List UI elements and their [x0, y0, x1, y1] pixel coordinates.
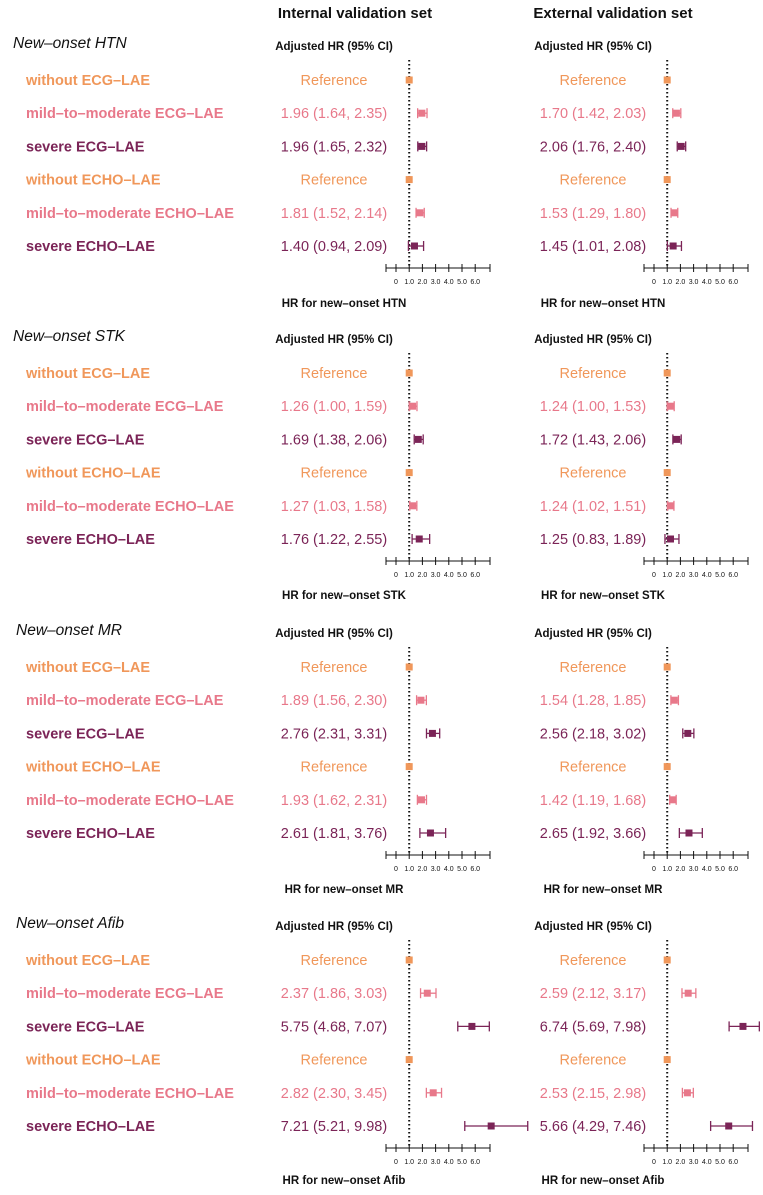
- external-hr-point: [739, 1023, 746, 1030]
- external-hr-point: [664, 176, 671, 183]
- internal-hr-text: 5.75 (4.68, 7.07): [280, 1019, 388, 1036]
- external-x-tick-label: 6.0: [728, 572, 739, 579]
- external-x-axis-label: HR for new–onset STK: [541, 590, 665, 602]
- internal-adjusted-hr-header: Adjusted HR (95% CI): [275, 41, 393, 53]
- external-hr-point: [664, 1056, 671, 1063]
- external-hr-point: [684, 730, 691, 737]
- panel-title: New–onset Afib: [16, 915, 124, 932]
- external-x-tick-label: 3.0: [688, 1159, 699, 1166]
- external-hr-point: [667, 536, 674, 543]
- internal-x-axis-label: HR for new–onset MR: [284, 884, 404, 896]
- external-hr-text: 2.65 (1.92, 3.66): [539, 826, 647, 842]
- internal-hr-point: [417, 697, 424, 704]
- external-hr-point: [685, 990, 692, 997]
- row-label: without ECG–LAE: [26, 660, 151, 676]
- internal-hr-text: 1.40 (0.94, 2.09): [280, 239, 388, 255]
- row-label: mild–to–moderate ECG–LAE: [26, 399, 224, 416]
- internal-hr-point: [429, 730, 436, 737]
- internal-hr-point: [406, 664, 413, 671]
- external-hr-text: Reference: [559, 366, 627, 382]
- internal-x-tick-label: 5.0: [457, 572, 467, 579]
- external-hr-point: [685, 830, 692, 837]
- internal-x-tick-label: 0: [394, 279, 398, 286]
- internal-hr-text: 1.96 (1.65, 2.32): [280, 139, 388, 156]
- external-x-tick-label: 2.0: [675, 279, 686, 286]
- external-hr-text: 1.24 (1.02, 1.51): [539, 498, 647, 515]
- external-hr-point: [664, 664, 671, 671]
- panel-4: [16, 915, 759, 1187]
- row-label: mild–to–moderate ECHO–LAE: [26, 1085, 234, 1102]
- internal-hr-point: [418, 110, 425, 117]
- row-label: severe ECHO–LAE: [26, 1119, 155, 1135]
- external-x-tick-label: 5.0: [715, 1159, 725, 1166]
- external-adjusted-hr-header: Adjusted HR (95% CI): [534, 921, 652, 933]
- external-hr-text: 2.56 (2.18, 3.02): [539, 726, 647, 743]
- external-hr-text: Reference: [559, 660, 627, 676]
- external-hr-point: [664, 469, 671, 476]
- row-label: severe ECG–LAE: [26, 139, 145, 156]
- internal-hr-text: 1.69 (1.38, 2.06): [280, 432, 388, 449]
- external-hr-text: 2.59 (2.12, 3.17): [539, 986, 647, 1003]
- external-hr-point: [664, 763, 671, 770]
- internal-hr-text: Reference: [300, 366, 368, 382]
- internal-x-axis-label: HR for new–onset Afib: [282, 1175, 406, 1187]
- internal-x-tick-label: 6.0: [470, 866, 481, 873]
- external-hr-text: Reference: [559, 953, 627, 969]
- external-x-tick-label: 3.0: [688, 866, 699, 873]
- internal-x-tick-label: 4.0: [443, 1159, 454, 1166]
- internal-hr-point: [406, 1056, 413, 1063]
- internal-x-tick-label: 4.0: [443, 572, 454, 579]
- internal-x-tick-label: 3.0: [430, 866, 441, 873]
- external-hr-point: [664, 957, 671, 964]
- external-x-tick-label: 5.0: [715, 279, 725, 286]
- external-hr-text: 6.74 (5.69, 7.98): [539, 1019, 647, 1036]
- internal-hr-text: 1.76 (1.22, 2.55): [280, 532, 388, 548]
- internal-hr-text: 2.76 (2.31, 3.31): [280, 726, 388, 743]
- internal-x-tick-label: 4.0: [443, 866, 454, 873]
- internal-hr-point: [427, 830, 434, 837]
- row-label: without ECHO–LAE: [26, 172, 161, 189]
- internal-x-tick-label: 3.0: [430, 279, 441, 286]
- row-label: severe ECG–LAE: [26, 1019, 145, 1036]
- external-x-tick-label: 2.0: [675, 572, 686, 579]
- internal-adjusted-hr-header: Adjusted HR (95% CI): [275, 334, 393, 346]
- external-hr-text: 1.42 (1.19, 1.68): [539, 792, 647, 809]
- external-hr-text: 2.53 (2.15, 2.98): [539, 1085, 647, 1102]
- internal-x-tick-label: 6.0: [470, 572, 481, 579]
- row-label: mild–to–moderate ECG–LAE: [26, 106, 224, 123]
- internal-x-tick-label: 0: [394, 866, 398, 873]
- internal-hr-point: [418, 796, 425, 803]
- external-x-tick-label: 4.0: [701, 279, 712, 286]
- row-label: without ECHO–LAE: [26, 465, 161, 482]
- panel-title: New–onset STK: [13, 328, 125, 345]
- external-x-axis-label: HR for new–onset Afib: [541, 1175, 665, 1187]
- internal-x-tick-label: 2.0: [417, 279, 428, 286]
- external-hr-text: Reference: [559, 465, 627, 482]
- internal-hr-point: [415, 436, 422, 443]
- internal-hr-point: [409, 403, 416, 410]
- external-hr-text: 1.25 (0.83, 1.89): [539, 532, 647, 548]
- panel-title: New–onset MR: [16, 622, 122, 639]
- internal-x-tick-label: 5.0: [457, 279, 467, 286]
- internal-hr-point: [488, 1123, 495, 1130]
- row-label: severe ECG–LAE: [26, 432, 145, 449]
- row-label: mild–to–moderate ECHO–LAE: [26, 205, 234, 222]
- row-label: severe ECHO–LAE: [26, 532, 155, 548]
- internal-hr-point: [430, 1089, 437, 1096]
- internal-x-tick-label: 0: [394, 572, 398, 579]
- external-hr-point: [667, 502, 674, 509]
- panel-2: [13, 328, 748, 602]
- row-label: severe ECHO–LAE: [26, 826, 155, 842]
- row-label: without ECHO–LAE: [26, 1052, 161, 1069]
- internal-hr-text: 1.89 (1.56, 2.30): [280, 693, 388, 710]
- row-label: severe ECG–LAE: [26, 726, 145, 743]
- internal-x-tick-label: 4.0: [443, 279, 454, 286]
- internal-x-tick-label: 5.0: [457, 866, 467, 873]
- external-adjusted-hr-header: Adjusted HR (95% CI): [534, 334, 652, 346]
- external-x-tick-label: 4.0: [701, 1159, 712, 1166]
- external-hr-text: 2.06 (1.76, 2.40): [539, 139, 647, 156]
- row-label: mild–to–moderate ECHO–LAE: [26, 792, 234, 809]
- internal-hr-text: Reference: [300, 759, 368, 776]
- row-label: without ECG–LAE: [26, 953, 151, 969]
- external-x-tick-label: 1.0: [662, 279, 673, 286]
- external-hr-text: Reference: [559, 759, 627, 776]
- external-x-tick-label: 0: [652, 866, 656, 873]
- external-x-tick-label: 5.0: [715, 572, 725, 579]
- row-label: severe ECHO–LAE: [26, 239, 155, 255]
- row-label: mild–to–moderate ECG–LAE: [26, 986, 224, 1003]
- panel-title: New–onset HTN: [13, 35, 127, 52]
- internal-hr-point: [409, 502, 416, 509]
- external-x-tick-label: 0: [652, 279, 656, 286]
- external-x-tick-label: 6.0: [728, 279, 739, 286]
- internal-hr-text: 7.21 (5.21, 9.98): [280, 1119, 388, 1135]
- external-x-tick-label: 5.0: [715, 866, 725, 873]
- external-hr-text: Reference: [559, 172, 627, 189]
- internal-hr-text: 1.27 (1.03, 1.58): [280, 498, 388, 515]
- external-hr-text: 5.66 (4.29, 7.46): [539, 1119, 647, 1135]
- external-hr-point: [669, 796, 676, 803]
- internal-x-tick-label: 1.0: [404, 1159, 415, 1166]
- internal-hr-text: Reference: [300, 73, 368, 89]
- internal-hr-text: 1.93 (1.62, 2.31): [280, 792, 388, 809]
- internal-hr-point: [406, 763, 413, 770]
- panel-3: [16, 622, 748, 896]
- external-hr-point: [667, 403, 674, 410]
- internal-hr-point: [411, 243, 418, 250]
- row-label: without ECG–LAE: [26, 73, 151, 89]
- external-hr-point: [671, 697, 678, 704]
- forest-panels: [13, 35, 759, 1187]
- internal-hr-point: [406, 370, 413, 377]
- internal-hr-text: 2.82 (2.30, 3.45): [280, 1085, 388, 1102]
- external-x-tick-label: 2.0: [675, 1159, 686, 1166]
- internal-hr-text: Reference: [300, 465, 368, 482]
- external-hr-point: [725, 1123, 732, 1130]
- internal-x-tick-label: 2.0: [417, 1159, 428, 1166]
- internal-x-tick-label: 1.0: [404, 866, 415, 873]
- internal-hr-point: [468, 1023, 475, 1030]
- external-x-tick-label: 0: [652, 1159, 656, 1166]
- external-hr-text: 1.53 (1.29, 1.80): [539, 205, 647, 222]
- internal-x-axis-label: HR for new–onset STK: [282, 590, 406, 602]
- internal-column-header: Internal validation set: [277, 5, 433, 22]
- internal-x-tick-label: 1.0: [404, 279, 415, 286]
- external-x-tick-label: 2.0: [675, 866, 686, 873]
- row-label: mild–to–moderate ECHO–LAE: [26, 498, 234, 515]
- external-hr-point: [678, 143, 685, 150]
- internal-hr-point: [416, 209, 423, 216]
- internal-hr-text: 1.81 (1.52, 2.14): [280, 205, 388, 222]
- internal-x-axis-label: HR for new–onset HTN: [281, 298, 407, 310]
- internal-hr-text: Reference: [300, 660, 368, 676]
- external-x-tick-label: 1.0: [662, 1159, 673, 1166]
- external-x-axis-label: HR for new–onset MR: [543, 884, 663, 896]
- external-hr-text: 1.72 (1.43, 2.06): [539, 432, 647, 449]
- external-hr-text: 1.24 (1.00, 1.53): [539, 399, 647, 416]
- internal-hr-point: [406, 469, 413, 476]
- internal-x-tick-label: 2.0: [417, 866, 428, 873]
- internal-hr-point: [416, 536, 423, 543]
- internal-hr-point: [406, 957, 413, 964]
- external-hr-text: Reference: [559, 1052, 627, 1069]
- internal-hr-point: [424, 990, 431, 997]
- external-hr-text: Reference: [559, 73, 627, 89]
- external-column-header: External validation set: [533, 5, 693, 22]
- row-label: without ECHO–LAE: [26, 759, 161, 776]
- external-x-tick-label: 6.0: [728, 1159, 739, 1166]
- internal-adjusted-hr-header: Adjusted HR (95% CI): [275, 921, 393, 933]
- external-adjusted-hr-header: Adjusted HR (95% CI): [534, 41, 652, 53]
- internal-hr-point: [406, 77, 413, 84]
- internal-x-tick-label: 6.0: [470, 1159, 481, 1166]
- external-adjusted-hr-header: Adjusted HR (95% CI): [534, 628, 652, 640]
- external-x-axis-label: HR for new–onset HTN: [540, 298, 666, 310]
- external-x-tick-label: 4.0: [701, 572, 712, 579]
- internal-x-tick-label: 6.0: [470, 279, 481, 286]
- internal-x-tick-label: 0: [394, 1159, 398, 1166]
- internal-x-tick-label: 2.0: [417, 572, 428, 579]
- external-x-tick-label: 6.0: [728, 866, 739, 873]
- internal-hr-text: Reference: [300, 1052, 368, 1069]
- internal-x-tick-label: 5.0: [457, 1159, 467, 1166]
- external-hr-text: 1.45 (1.01, 2.08): [539, 239, 647, 255]
- external-x-tick-label: 1.0: [662, 572, 673, 579]
- internal-x-tick-label: 1.0: [404, 572, 415, 579]
- internal-hr-text: 2.37 (1.86, 3.03): [280, 986, 388, 1003]
- internal-x-tick-label: 3.0: [430, 1159, 441, 1166]
- external-hr-point: [684, 1089, 691, 1096]
- external-hr-point: [673, 436, 680, 443]
- external-hr-point: [664, 370, 671, 377]
- external-x-tick-label: 1.0: [662, 866, 673, 873]
- row-label: without ECG–LAE: [26, 366, 151, 382]
- external-x-tick-label: 3.0: [688, 572, 699, 579]
- external-hr-point: [673, 110, 680, 117]
- internal-adjusted-hr-header: Adjusted HR (95% CI): [275, 628, 393, 640]
- internal-hr-text: Reference: [300, 953, 368, 969]
- panel-1: [13, 35, 748, 310]
- external-hr-point: [670, 243, 677, 250]
- external-x-tick-label: 4.0: [701, 866, 712, 873]
- external-hr-point: [664, 77, 671, 84]
- external-x-tick-label: 0: [652, 572, 656, 579]
- external-hr-text: 1.70 (1.42, 2.03): [539, 106, 647, 123]
- internal-hr-text: 2.61 (1.81, 3.76): [280, 826, 388, 842]
- internal-x-tick-label: 3.0: [430, 572, 441, 579]
- internal-hr-text: 1.26 (1.00, 1.59): [280, 399, 388, 416]
- external-x-tick-label: 3.0: [688, 279, 699, 286]
- internal-hr-point: [406, 176, 413, 183]
- external-hr-text: 1.54 (1.28, 1.85): [539, 693, 647, 710]
- row-label: mild–to–moderate ECG–LAE: [26, 693, 224, 710]
- internal-hr-point: [418, 143, 425, 150]
- internal-hr-text: Reference: [300, 172, 368, 189]
- external-hr-point: [671, 209, 678, 216]
- internal-hr-text: 1.96 (1.64, 2.35): [280, 106, 388, 123]
